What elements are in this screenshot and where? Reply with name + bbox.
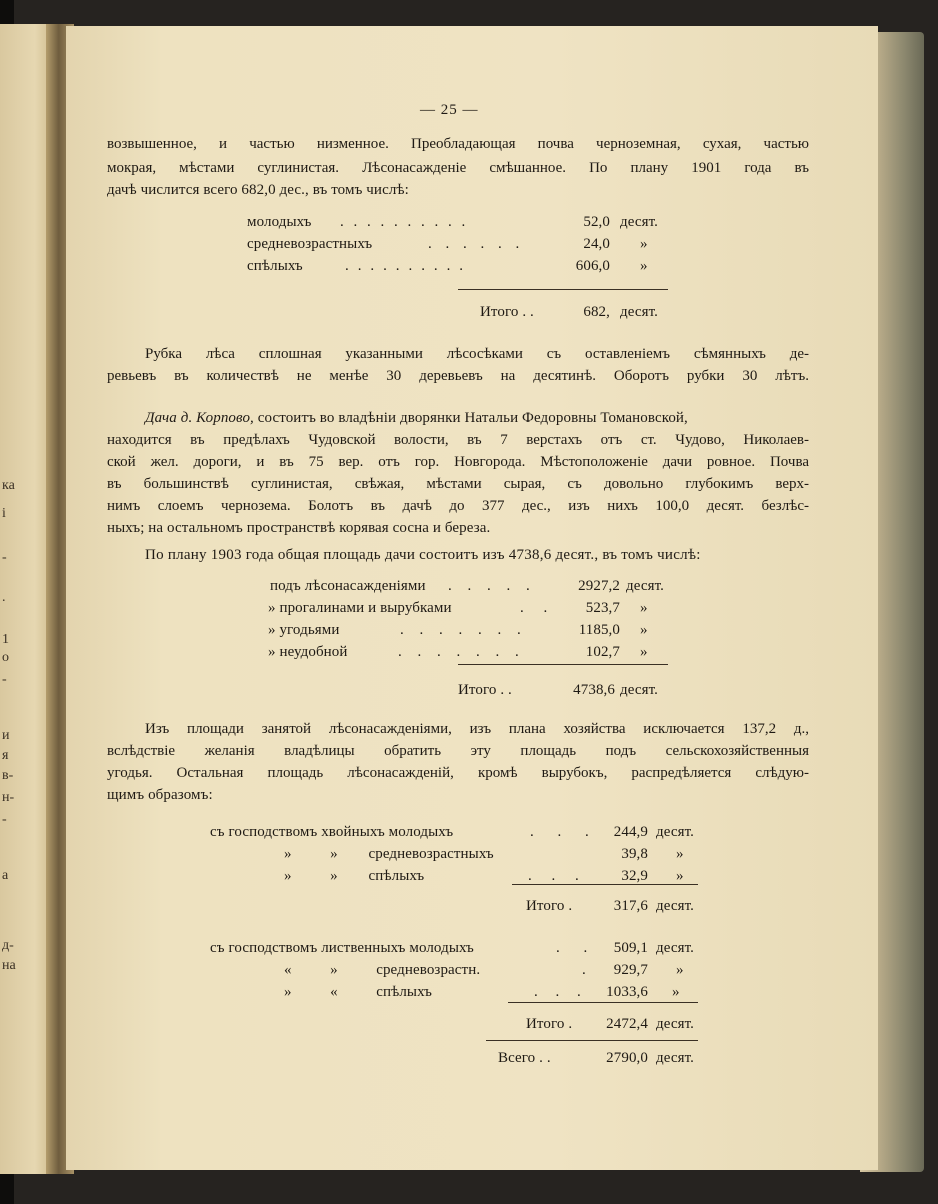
total-unit: десят. xyxy=(656,898,694,914)
total-label: Итого . . xyxy=(480,304,534,320)
table-row-unit: » xyxy=(676,846,684,862)
paragraph-line: возвышенное, и частью низменное. Преобладающая почва черноземная, сухая, частью xyxy=(107,136,809,152)
table-row-unit: » xyxy=(676,962,684,978)
leader-dots: . . . . . . . xyxy=(398,644,525,660)
paragraph-line: находится въ предѣлахъ Чудовской волости, въ 7 верстахъ отъ ст. Чудово, Николаев- xyxy=(107,432,809,448)
leader-dots: . . . . . . . . . . xyxy=(340,214,469,230)
sum-rule xyxy=(508,1002,698,1003)
paragraph-line: щимъ образомъ: xyxy=(107,787,213,803)
paragraph-line: въ большинствѣ суглинистая, свѣжая, мѣстами сырая, съ довольно глубокимъ верх- xyxy=(107,476,809,492)
left-page-fragment: . xyxy=(2,590,6,605)
paragraph-line: угодья. Остальная площадь лѣсонасажденій, кромѣ вырубокъ, распредѣляется слѣдую- xyxy=(107,765,809,781)
table-row-unit: » xyxy=(640,644,648,660)
left-page-fragment: - xyxy=(2,812,7,827)
sum-rule xyxy=(458,664,668,665)
table-row-value: 523,7 xyxy=(585,600,620,616)
leader-dots: . . . xyxy=(528,868,587,884)
leader-dots: . . . xyxy=(530,824,599,840)
table-row-label: молодыхъ xyxy=(247,214,312,230)
table-row-label: « » средневозрастн. xyxy=(284,962,481,978)
table-row-value: 509,1 xyxy=(613,940,648,956)
table-row-label: подъ лѣсонасажденіями xyxy=(270,578,426,594)
table-row-unit: десят. xyxy=(656,824,694,840)
table-row-value: 24,0 xyxy=(583,236,610,252)
table-row-value: 52,0 xyxy=(583,214,610,230)
left-page-fragment: я xyxy=(2,748,9,763)
paragraph-line: дачѣ числится всего 682,0 дес., въ томъ числѣ: xyxy=(107,182,409,198)
table-row-unit: десят. xyxy=(656,940,694,956)
total-unit: десят. xyxy=(620,304,658,320)
table-row-label: » » спѣлыхъ xyxy=(284,868,425,884)
table-row-unit: » xyxy=(640,622,648,638)
leader-dots: . . xyxy=(556,940,598,956)
page-number: — 25 — xyxy=(420,102,479,118)
left-page-fragment: н- xyxy=(2,790,15,805)
table-row-value: 1033,6 xyxy=(606,984,648,1000)
grand-total-value: 2790,0 xyxy=(606,1050,648,1066)
table-row-unit: » xyxy=(640,258,648,274)
paragraph-line: По плану 1903 года общая площадь дачи состоитъ изъ 4738,6 десят., въ томъ числѣ: xyxy=(145,547,701,563)
table-row-value: 1185,0 xyxy=(578,622,620,638)
paragraph-line: Изъ площади занятой лѣсонасажденіями, изъ плана хозяйства исключается 137,2 д., xyxy=(145,721,809,737)
table-row-value: 102,7 xyxy=(585,644,620,660)
left-page-fragment: - xyxy=(2,672,7,687)
table-row-value: 39,8 xyxy=(621,846,648,862)
table-row-label: » угодьями xyxy=(268,622,340,638)
table-row-unit: » xyxy=(640,236,648,252)
leader-dots: . . . . . xyxy=(448,578,536,594)
paragraph-line: вслѣдствіе желанія владѣлицы обратить эту площадь подъ сельскохозяйственныя xyxy=(107,743,809,759)
total-label: Итого . . xyxy=(458,682,512,698)
table-row-value: 2927,2 xyxy=(578,578,620,594)
paragraph-line: Рубка лѣса сплошная указанными лѣсосѣками съ оставленіемъ сѣмянныхъ де- xyxy=(145,346,809,362)
table-row-value: 606,0 xyxy=(575,258,610,274)
total-unit: десят. xyxy=(620,682,658,698)
total-value: 682, xyxy=(583,304,610,320)
sum-rule xyxy=(458,289,668,290)
total-value: 317,6 xyxy=(613,898,648,914)
table-row-value: 929,7 xyxy=(613,962,648,978)
leader-dots: . xyxy=(582,962,586,978)
table-row-label: » прогалинами и вырубками xyxy=(268,600,452,616)
left-page-fragment: 1 xyxy=(2,632,9,647)
paragraph-line: нимъ слоемъ чернозема. Болотъ въ дачѣ до 377 дес., изъ нихъ 100,0 десят. безлѣс- xyxy=(107,498,809,514)
paragraph-line xyxy=(145,408,688,428)
table-row-value: 32,9 xyxy=(621,868,648,884)
total-label: Итого . xyxy=(526,1016,573,1032)
table-row-label: средневозрастныхъ xyxy=(247,236,373,252)
total-unit: десят. xyxy=(656,1016,694,1032)
left-page-fragment: и xyxy=(2,728,10,743)
left-page-fragment: а xyxy=(2,868,9,883)
estate-title: Дача д. Корпово, xyxy=(145,410,254,426)
leader-dots: . . . . . . . . . . xyxy=(345,258,466,274)
paragraph-line: ской жел. дороги, и въ 75 вер. отъ гор. Новгорода. Мѣстоположеніе дачи ровное. Почва xyxy=(107,454,809,470)
leader-dots: . . . xyxy=(534,984,588,1000)
grand-total-unit: десят. xyxy=(656,1050,694,1066)
left-page-fragment: на xyxy=(2,958,16,973)
leader-dots: . . . . . . xyxy=(428,236,525,252)
left-page-fragment: ка xyxy=(2,478,15,493)
leader-dots: . . xyxy=(520,600,556,616)
grand-total-label: Всего . . xyxy=(498,1050,551,1066)
paragraph-line: ревьевъ въ количествѣ не менѣе 30 деревьевъ на десятинѣ. Оборотъ рубки 30 лѣтъ. xyxy=(107,368,809,384)
total-value: 2472,4 xyxy=(606,1016,648,1032)
grand-total-rule xyxy=(486,1040,698,1041)
table-row-unit: » xyxy=(640,600,648,616)
table-row-label: съ господствомъ хвойныхъ молодыхъ xyxy=(210,824,454,840)
table-row-unit: десят. xyxy=(620,214,658,230)
table-row-label: спѣлыхъ xyxy=(247,258,303,274)
left-page-fragment: в- xyxy=(2,768,14,783)
paragraph-line: ныхъ; на остальномъ пространствѣ корявая сосна и береза. xyxy=(107,520,491,536)
table-row-label: » « спѣлыхъ xyxy=(284,984,432,1000)
paragraph-text: состоитъ во владѣніи дворянки Натальи Федоровны Томановской, xyxy=(257,410,688,426)
table-row-unit: » xyxy=(672,984,680,1000)
table-row-unit: » xyxy=(676,868,684,884)
table-row-label: » » средневозрастныхъ xyxy=(284,846,494,862)
left-page-fragment: - xyxy=(2,550,7,565)
table-row-value: 244,9 xyxy=(613,824,648,840)
left-page-fragment: і xyxy=(2,506,6,521)
total-label: Итого . xyxy=(526,898,573,914)
table-row-label: » неудобной xyxy=(268,644,348,660)
left-page-fragment: о xyxy=(2,650,9,665)
leader-dots: . . . . . . . xyxy=(400,622,527,638)
paragraph-line: мокрая, мѣстами суглинистая. Лѣсонасажденіе смѣшанное. По плану 1901 года въ xyxy=(107,160,809,176)
left-page-fragments xyxy=(0,0,52,1204)
sum-rule xyxy=(512,884,698,885)
total-value: 4738,6 xyxy=(573,682,615,698)
table-row-label: съ господствомъ лиственныхъ молодыхъ xyxy=(210,940,474,956)
table-row-unit: десят. xyxy=(626,578,664,594)
left-page-fragment: д- xyxy=(2,938,14,953)
